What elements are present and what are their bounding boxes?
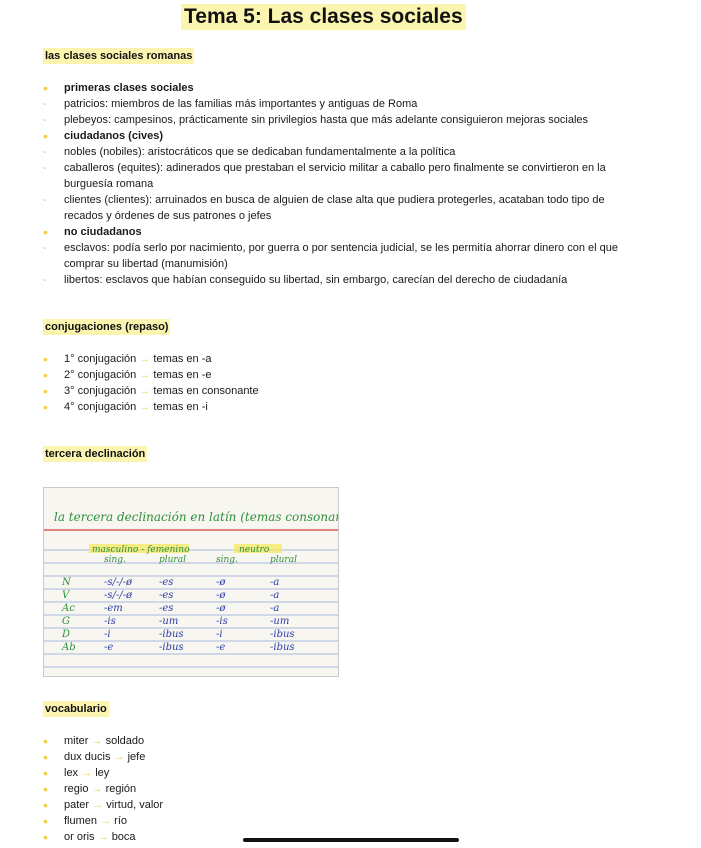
table-cell: -es bbox=[159, 577, 174, 588]
table-cell: -um bbox=[270, 616, 290, 627]
list-item-line bbox=[64, 399, 643, 415]
list-item bbox=[43, 96, 643, 112]
table-cell: -ibus bbox=[270, 629, 295, 640]
table-cell: -es bbox=[159, 603, 174, 614]
term: or oris bbox=[64, 831, 95, 843]
list-item-line bbox=[64, 797, 643, 813]
arrow-right-icon: → bbox=[91, 783, 103, 795]
list-item-text: plebeyos: campesinos, prácticamente sin privilegios hasta que más adelante consiguieron mejoras sociales bbox=[64, 114, 589, 126]
arrow-right-icon: → bbox=[92, 799, 104, 811]
list-item bbox=[43, 192, 643, 224]
list-item bbox=[43, 160, 643, 192]
dash-icon: - bbox=[43, 114, 47, 126]
list-item bbox=[43, 765, 643, 781]
list-item-text: ciudadanos (cives) bbox=[64, 130, 164, 142]
dash-icon: - bbox=[43, 194, 47, 206]
bullet-icon: • bbox=[43, 224, 48, 240]
term: flumen bbox=[64, 815, 98, 827]
definition: boca bbox=[111, 831, 136, 843]
term: miter bbox=[64, 735, 89, 747]
photo-title: la tercera declinación en latín (temas consonante) bbox=[54, 510, 338, 524]
term: pater bbox=[64, 799, 90, 811]
dash-icon: - bbox=[43, 162, 47, 174]
table-cell: -a bbox=[270, 603, 280, 614]
table-cell: -es bbox=[159, 590, 174, 601]
arrow-right-icon: → bbox=[139, 353, 151, 365]
home-indicator[interactable] bbox=[243, 838, 459, 842]
term: lex bbox=[64, 767, 79, 779]
arrow-right-icon: → bbox=[139, 385, 151, 397]
list-item-line bbox=[64, 781, 643, 797]
bullet-icon: • bbox=[43, 733, 48, 749]
section-heading-romanas: las clases sociales romanas bbox=[45, 50, 193, 62]
page-title: Tema 5: Las clases sociales bbox=[181, 4, 466, 30]
bullet-icon: • bbox=[43, 781, 48, 797]
list-item bbox=[43, 797, 643, 813]
group-header-neutro: neutro bbox=[239, 545, 270, 555]
section-heading-vocabulario: vocabulario bbox=[45, 703, 107, 715]
term: 2° conjugación bbox=[64, 369, 137, 381]
list-item bbox=[43, 240, 643, 272]
list-item-text: primeras clases sociales bbox=[64, 82, 194, 94]
list-item-text-continued: comprar su libertad (manumisión) bbox=[64, 258, 228, 270]
list-item-line bbox=[64, 813, 643, 829]
definition: ley bbox=[95, 767, 110, 779]
arrow-right-icon: → bbox=[100, 815, 112, 827]
table-cell: -ibus bbox=[159, 642, 184, 653]
vocabulario-list bbox=[43, 733, 643, 845]
term: dux ducis bbox=[64, 751, 111, 763]
list-item bbox=[43, 351, 643, 367]
term: 1° conjugación bbox=[64, 353, 137, 365]
list-item-text: esclavos: podía serlo por nacimiento, por guerra o por sentencia judicial, se les permitía ahorrar dinero con el que bbox=[64, 242, 618, 254]
dash-icon: - bbox=[43, 146, 47, 158]
list-item-line bbox=[64, 829, 643, 845]
term: 3° conjugación bbox=[64, 385, 137, 397]
list-item bbox=[43, 367, 643, 383]
table-cell: -ibus bbox=[270, 642, 295, 653]
list-item bbox=[43, 112, 643, 128]
bullet-icon: • bbox=[43, 797, 48, 813]
list-item bbox=[43, 733, 643, 749]
handwritten-table-photo bbox=[43, 487, 339, 677]
list-item bbox=[43, 383, 643, 399]
arrow-right-icon: → bbox=[139, 369, 151, 381]
table-cell: -ø bbox=[216, 603, 226, 614]
definition: soldado bbox=[105, 735, 145, 747]
table-cell: -i bbox=[104, 629, 111, 640]
table-cell: -a bbox=[270, 577, 280, 588]
arrow-right-icon: → bbox=[113, 751, 125, 763]
table-cell: -e bbox=[216, 642, 226, 653]
bullet-icon: • bbox=[43, 813, 48, 829]
table-cell: -ø bbox=[216, 590, 226, 601]
case-label: Ab bbox=[62, 642, 76, 653]
table-cell: -ibus bbox=[159, 629, 184, 640]
definition: temas en -i bbox=[153, 401, 208, 413]
bullet-icon: • bbox=[43, 749, 48, 765]
list-item bbox=[43, 144, 643, 160]
list-item bbox=[43, 224, 643, 240]
conjugaciones-list bbox=[43, 351, 643, 415]
list-item-text-continued: recados y órdenes de sus patrones o jefes bbox=[64, 210, 272, 222]
arrow-right-icon: → bbox=[91, 735, 103, 747]
table-cell: -em bbox=[104, 603, 123, 614]
dash-icon: - bbox=[43, 242, 47, 254]
case-label: G bbox=[62, 616, 70, 627]
table-cell: -a bbox=[270, 590, 280, 601]
list-item-text: libertos: esclavos que habían conseguido su libertad, sin embargo, carecían del derecho de ciudadanía bbox=[64, 274, 568, 286]
list-item bbox=[43, 749, 643, 765]
table-cell: -i bbox=[216, 629, 223, 640]
list-item bbox=[43, 781, 643, 797]
list-item-text: caballeros (equites): adinerados que prestaban el servicio militar a caballo pero finalmente se convirtieron en la bbox=[64, 162, 606, 174]
list-item-text: nobles (nobiles): aristocráticos que se dedicaban fundamentalmente a la política bbox=[64, 146, 456, 158]
column-header: sing. bbox=[216, 555, 238, 565]
list-item-text-continued: burguesía romana bbox=[64, 178, 154, 190]
column-header: plural bbox=[270, 555, 297, 565]
definition: temas en -e bbox=[153, 369, 212, 381]
bullet-icon: • bbox=[43, 383, 48, 399]
list-item bbox=[43, 399, 643, 415]
arrow-right-icon: → bbox=[139, 401, 151, 413]
column-header: plural bbox=[159, 555, 186, 565]
list-item-line bbox=[64, 367, 643, 383]
term: 4° conjugación bbox=[64, 401, 137, 413]
list-item-line bbox=[64, 765, 643, 781]
list-item bbox=[43, 272, 643, 288]
bullet-icon: • bbox=[43, 128, 48, 144]
definition: temas en -a bbox=[153, 353, 212, 365]
definition: jefe bbox=[127, 751, 146, 763]
group-header-masc-fem: masculino - femenino bbox=[92, 545, 190, 555]
list-item-text: clientes (clientes): arruinados en busca de alguien de clase alta que pudiera protegerles, acataban todo tipo de bbox=[64, 194, 605, 206]
definition: temas en consonante bbox=[153, 385, 259, 397]
list-item bbox=[43, 829, 643, 845]
case-label: Ac bbox=[62, 603, 75, 614]
arrow-right-icon: → bbox=[81, 767, 93, 779]
romanas-list bbox=[43, 80, 643, 288]
table-cell: -s/-/-ø bbox=[104, 590, 133, 601]
table-cell: -e bbox=[104, 642, 114, 653]
table-cell: -is bbox=[216, 616, 228, 627]
case-label: V bbox=[62, 590, 70, 601]
bullet-icon: • bbox=[43, 351, 48, 367]
case-label: D bbox=[62, 629, 71, 640]
section-heading-conjugaciones: conjugaciones (repaso) bbox=[45, 321, 169, 333]
section-heading-declinacion: tercera declinación bbox=[45, 448, 146, 460]
dash-icon: - bbox=[43, 98, 47, 110]
list-item bbox=[43, 128, 643, 144]
term: regio bbox=[64, 783, 89, 795]
list-item-line bbox=[64, 383, 643, 399]
list-item bbox=[43, 813, 643, 829]
table-cell: -is bbox=[104, 616, 116, 627]
table-cell: -s/-/-ø bbox=[104, 577, 133, 588]
list-item-text: no ciudadanos bbox=[64, 226, 142, 238]
handwritten-table-drawing bbox=[44, 488, 338, 676]
definition: virtud, valor bbox=[106, 799, 164, 811]
bullet-icon: • bbox=[43, 367, 48, 383]
bullet-icon: • bbox=[43, 80, 48, 96]
list-item-line bbox=[64, 733, 643, 749]
case-label: N bbox=[62, 577, 71, 588]
dash-icon: - bbox=[43, 274, 47, 286]
list-item-line bbox=[64, 749, 643, 765]
bullet-icon: • bbox=[43, 829, 48, 845]
list-item bbox=[43, 80, 643, 96]
table-cell: -ø bbox=[216, 577, 226, 588]
table-cell: -um bbox=[159, 616, 179, 627]
definition: región bbox=[105, 783, 137, 795]
bullet-icon: • bbox=[43, 399, 48, 415]
list-item-text: patricios: miembros de las familias más importantes y antiguas de Roma bbox=[64, 98, 418, 110]
bullet-icon: • bbox=[43, 765, 48, 781]
arrow-right-icon: → bbox=[97, 831, 109, 843]
list-item-line bbox=[64, 351, 643, 367]
definition: río bbox=[114, 815, 127, 827]
column-header: sing. bbox=[104, 555, 126, 565]
